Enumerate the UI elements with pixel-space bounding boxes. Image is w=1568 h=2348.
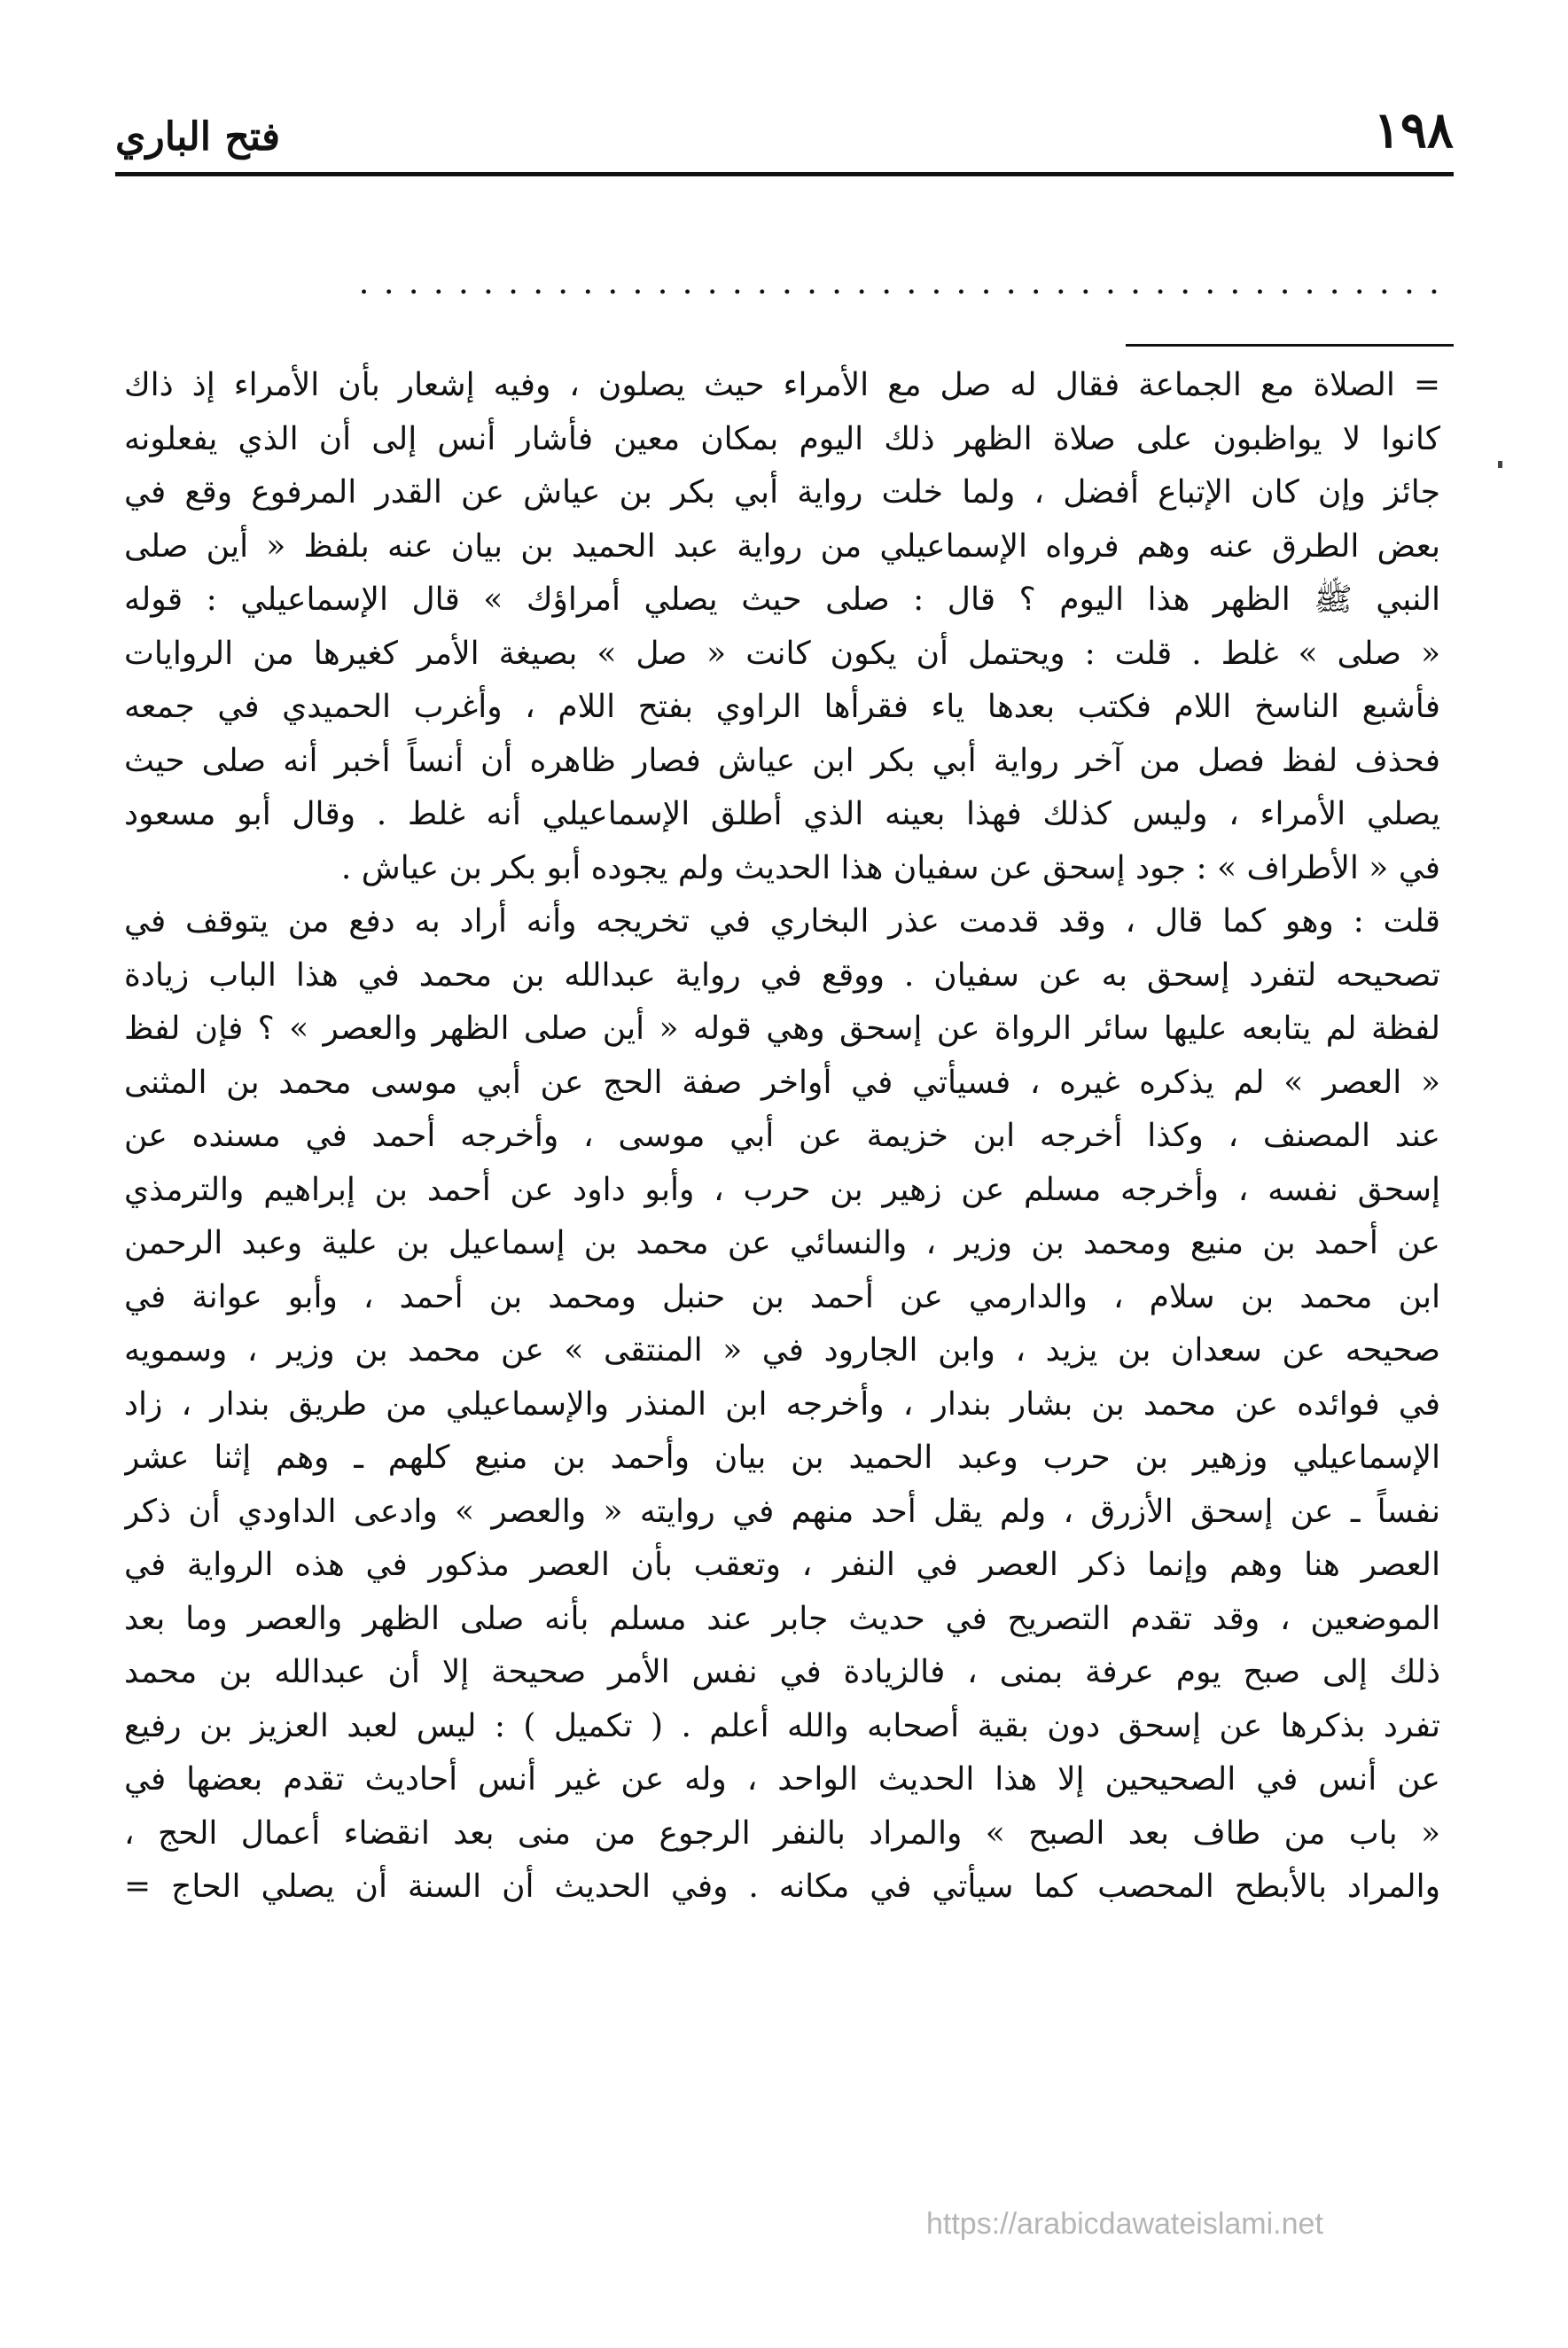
text-line: والمراد بالأبطح المحصب كما سيأتي في مكانه . وفي الحديث أن السنة أن يصلي الحاج = (124, 1868, 1440, 1905)
text-line: عن أنس في الصحيحين إلا هذا الحديث الواحد ، وله عن غير أنس أحاديث تقدم بعضها في (124, 1761, 1440, 1798)
text-line: نفساً ـ عن إسحق الأزرق ، ولم يقل أحد منهم في روايته « والعصر » وادعى الداودي أن ذكر (124, 1493, 1440, 1530)
text-line: عن أحمد بن منيع ومحمد بن وزير ، والنسائي عن محمد بن إسماعيل بن علية وعبد الرحمن (124, 1225, 1440, 1261)
separator-dots: ............................................ (358, 262, 1454, 298)
margin-mark (1498, 461, 1502, 468)
text-line: بعض الطرق عنه وهم فرواه الإسماعيلي من رواية عبد الحميد بن بيان عنه بلفظ « أين صلى (124, 527, 1440, 565)
text-line: تصحيحه لتفرد إسحق به عن سفيان . ووقع في رواية عبدالله بن محمد في هذا الباب زيادة (124, 956, 1440, 994)
text-line: النبي ﷺ الظهر هذا اليوم ؟ قال : صلى حيث يصلي أمراؤك » قال الإسماعيلي : قوله (124, 581, 1440, 618)
text-line: فأشبع الناسخ اللام فكتب بعدها ياء فقرأها الراوي بفتح اللام ، وأغرب الحميدي في جمعه (124, 689, 1440, 725)
page-header (115, 89, 1454, 160)
page-number: ١٩٨ (1373, 101, 1454, 160)
text-line: « باب من طاف بعد الصبح » والمراد بالنفر الرجوع من منى بعد انقضاء أعمال الحج ، (124, 1814, 1440, 1852)
text-line: لفظة لم يتابعه عليها سائر الرواة عن إسحق وهي قوله « أين صلى الظهر والعصر » ؟ فإن لفظ (124, 1010, 1440, 1047)
text-line: كانوا لا يواظبون على صلاة الظهر ذلك اليوم بمكان معين فأشار أنس إلى أن الذي يفعلونه (124, 420, 1440, 457)
text-line: تفرد بذكرها عن إسحق دون بقية أصحابه والله أعلم . ( تكميل ) : ليس لعبد العزيز بن رفيع (124, 1707, 1440, 1744)
text-line: صحيحه عن سعدان بن يزيد ، وابن الجارود في « المنتقى » عن محمد بن وزير ، وسمويه (124, 1332, 1440, 1369)
text-line: « العصر » لم يذكره غيره ، فسيأتي في أواخر صفة الحج عن أبي موسى محمد بن المثنى (124, 1064, 1440, 1101)
text-line: يصلي الأمراء ، وليس كذلك فهذا بعينه الذي أطلق الإسماعيلي أنه غلط . وقال أبو مسعود (124, 796, 1440, 832)
text-line: ذلك إلى صبح يوم عرفة بمنى ، فالزيادة في نفس الأمر صحيحة إلا أن عبدالله بن محمد (124, 1654, 1440, 1690)
text-line: في « الأطراف » : جود إسحق عن سفيان هذا الحديث ولم يجوده أبو بكر بن عياش . (340, 849, 1440, 886)
text-line: الإسماعيلي وزهير بن حرب وعبد الحميد بن بيان وأحمد بن منيع كلهم ـ وهم إثنا عشر (124, 1439, 1440, 1476)
header-rule (115, 172, 1454, 176)
text-line: قلت : وهو كما قال ، وقد قدمت عذر البخاري في تخريجه وأنه أراد به دفع من يتوقف في (124, 903, 1440, 940)
text-line: فحذف لفظ فصل من آخر رواية أبي بكر ابن عياش فصار ظاهره أن أنساً أخبر أنه صلى حيث (124, 742, 1440, 779)
text-line: جائز وإن كان الإتباع أفضل ، ولما خلت رواية أبي بكر بن عياش عن القدر المرفوع وقع في (124, 474, 1440, 511)
running-title: فتح الباري (115, 114, 281, 160)
text-line: الموضعين ، وقد تقدم التصريح في حديث جابر عند مسلم بأنه صلى الظهر والعصر وما بعد (124, 1600, 1440, 1637)
text-line: في فوائده عن محمد بن بشار بندار ، وأخرجه ابن المنذر والإسماعيلي من طريق بندار ، زاد (124, 1385, 1440, 1423)
text-line: = الصلاة مع الجماعة فقال له صل مع الأمراء حيث يصلون ، وفيه إشعار بأن الأمراء إذ ذاك (124, 367, 1440, 403)
text-line: ابن محمد بن سلام ، والدارمي عن أحمد بن حنبل ومحمد بن أحمد ، وأبو عوانة في (124, 1278, 1440, 1315)
text-line: العصر هنا وهم وإنما ذكر العصر في النفر ، وتعقب بأن العصر مذكور في هذه الرواية في (124, 1547, 1440, 1583)
text-line: « صلى » غلط . قلت : ويحتمل أن يكون كانت « صل » بصيغة الأمر كغيرها من الروايات (124, 635, 1440, 672)
text-line: عند المصنف ، وكذا أخرجه ابن خزيمة عن أبي موسى ، وأخرجه أحمد في مسنده عن (124, 1118, 1440, 1154)
text-line: إسحق نفسه ، وأخرجه مسلم عن زهير بن حرب ، وأبو داود عن أحمد بن إبراهيم والترمذي (124, 1171, 1440, 1208)
watermark-url: https://arabicdawateislami.net (926, 2207, 1323, 2241)
footnote-rule (1126, 344, 1454, 347)
footnote-text (124, 359, 1440, 1915)
